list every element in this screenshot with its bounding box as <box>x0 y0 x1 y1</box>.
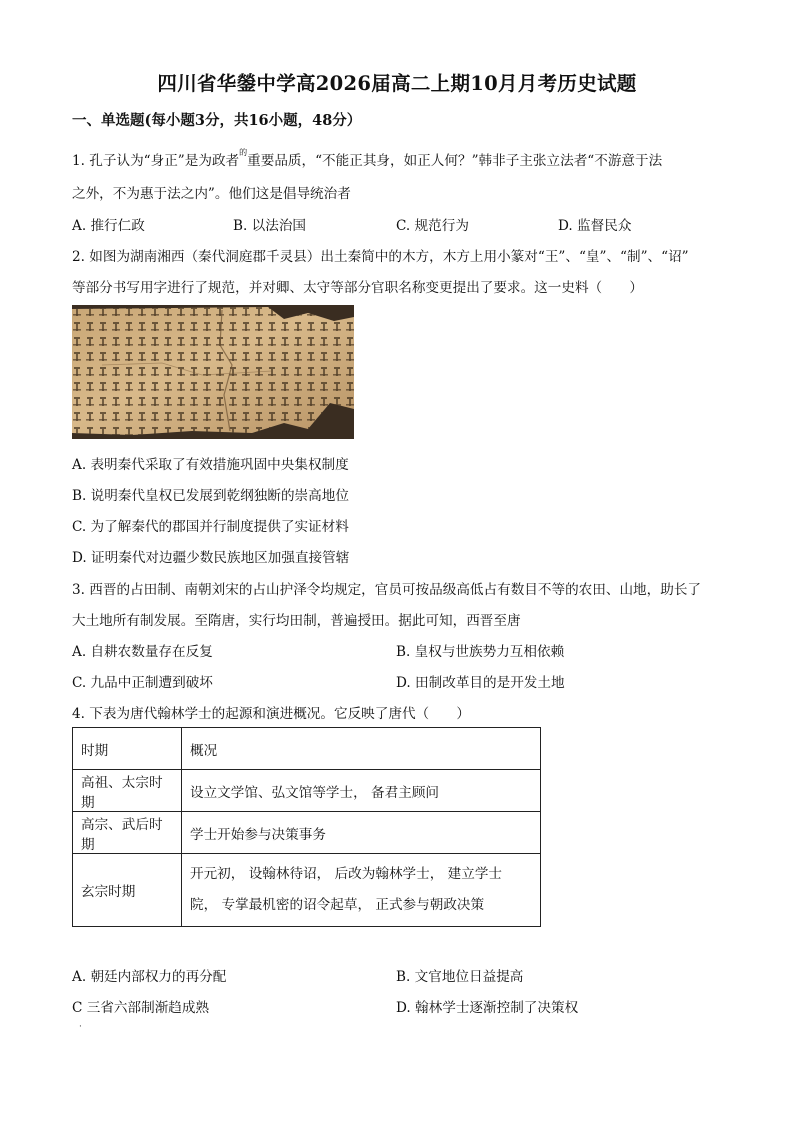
question-2-line-2: 等部分书写用字进行了规范，并对卿、太守等部分官职名称变更提出了要求。这一史料（ ） <box>72 280 643 296</box>
wooden-slip-image <box>72 305 354 439</box>
superscript-annotation: 的 <box>239 148 248 157</box>
table-header-row <box>73 728 541 770</box>
question-4-option-a[interactable]: A. 朝廷内部权力的再分配 <box>72 969 227 985</box>
hanlin-table <box>72 727 541 927</box>
question-3-option-d[interactable]: D. 田制改革目的是开发土地 <box>396 675 565 691</box>
question-1-option-c[interactable]: C. 规范行为 <box>396 218 469 234</box>
stray-mark: · <box>79 1022 82 1032</box>
question-2-option-b[interactable]: B. 说明秦代皇权已发展到乾纲独断的崇高地位 <box>72 488 349 504</box>
table-header-period: 时期 <box>73 728 182 770</box>
wooden-slip-photo <box>72 305 354 439</box>
table-cell-overview: 学士开始参与决策事务 <box>182 812 541 854</box>
question-2-option-d[interactable]: D. 证明秦代对边疆少数民族地区加强直接管辖 <box>72 550 350 566</box>
table-cell-line: 院， 专掌最机密的诏令起草， 正式参与朝政决策 <box>190 897 485 913</box>
table-row <box>73 854 541 927</box>
question-1-line-1: 1. 孔子认为“身正”是为政者$^的$重要品质，“不能正其身，如正人何？”韩非子主张立法者“不游意于法 <box>72 148 663 169</box>
page-title: 四川省华鎣中学高2026届高二上期10月月考历史试题 <box>157 72 637 95</box>
question-3-line-1: 3. 西晋的占田制、南朝刘宋的占山护泽令均规定，官员可按品级高低占有数目不等的农田、山地，助长了 <box>72 582 702 598</box>
question-4-option-b[interactable]: B. 文官地位日益提高 <box>396 969 524 985</box>
question-4-option-c[interactable]: C 三省六部制渐趋成熟 <box>72 1000 210 1016</box>
table-cell-line: 开元初， 设翰林待诏， 后改为翰林学士， 建立学士 <box>190 866 503 882</box>
question-3-option-a[interactable]: A. 自耕农数量存在反复 <box>72 644 213 660</box>
table-cell-period: 高祖、太宗时期 <box>73 770 182 812</box>
question-2-line-1: 2. 如图为湖南湘西（秦代洞庭郡千灵县）出土秦简中的木方，木方上用小篆对“王”、“皇”、“制”、“诏” <box>72 249 689 265</box>
question-3-line-2: 大土地所有制发展。至隋唐，实行均田制，普遍授田。据此可知，西晋至唐 <box>72 613 521 629</box>
question-4-option-d[interactable]: D. 翰林学士逐渐控制了决策权 <box>396 1000 579 1016</box>
table-cell-period: 玄宗时期 <box>73 854 182 927</box>
section-heading: 一、单选题(每小题3分，共16小题，48分） <box>72 112 362 129</box>
question-3-option-c[interactable]: C. 九品中正制遭到破坏 <box>72 675 213 691</box>
table-cell-overview <box>182 854 541 927</box>
table-header-overview: 概况 <box>182 728 541 770</box>
question-1-option-b[interactable]: B. 以法治国 <box>233 218 307 234</box>
table-row <box>73 812 541 854</box>
question-1-line-2: 之外，不为惠于法之内”。他们这是倡导统治者 <box>72 186 351 202</box>
question-1-option-d[interactable]: D. 监督民众 <box>558 218 632 234</box>
question-3-option-b[interactable]: B. 皇权与世族势力互相依赖 <box>396 644 565 660</box>
question-2-option-c[interactable]: C. 为了解秦代的郡国并行制度提供了实证材料 <box>72 519 349 535</box>
table-cell-period: 高宗、武后时期 <box>73 812 182 854</box>
table-row <box>73 770 541 812</box>
question-1-option-a[interactable]: A. 推行仁政 <box>72 218 145 234</box>
question-4-line-1: 4. 下表为唐代翰林学士的起源和演进概况。它反映了唐代（ ） <box>72 706 470 722</box>
question-2-option-a[interactable]: A. 表明秦代采取了有效措施巩固中央集权制度 <box>72 457 349 473</box>
table-cell-overview: 设立文学馆、弘文馆等学士， 备君主顾问 <box>182 770 541 812</box>
